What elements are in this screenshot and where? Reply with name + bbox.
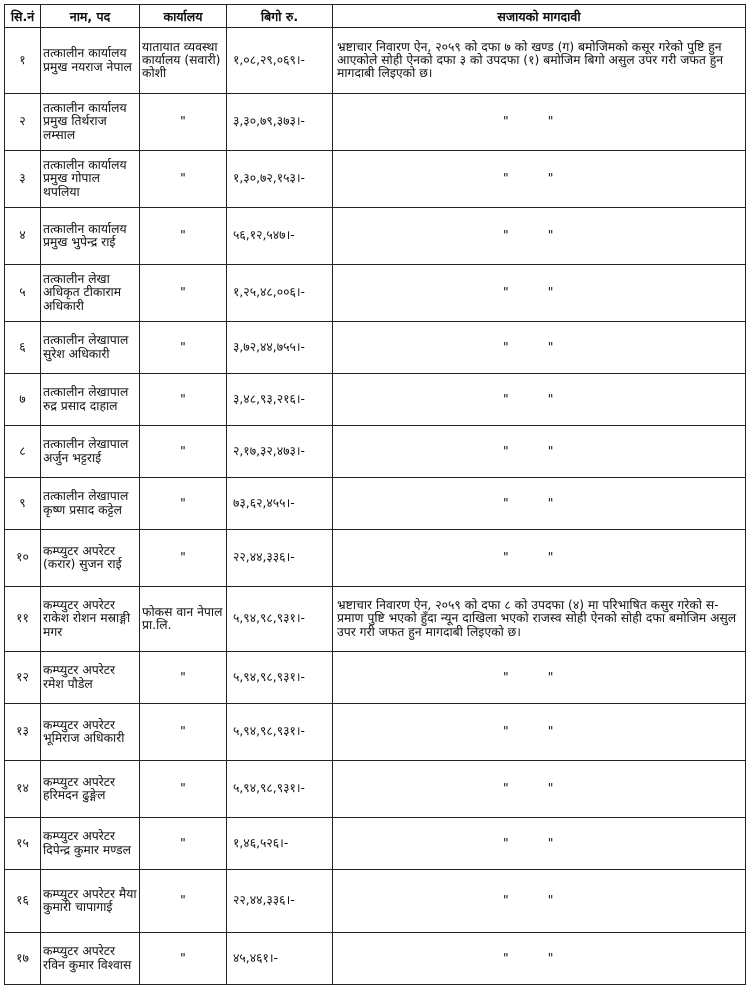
table-row [5, 652, 746, 704]
cell-claim: " " [333, 374, 746, 426]
cell-name-position: कम्प्युटर अपरेटर (करार) सुजन राई [41, 530, 140, 587]
cell-amount: ५६,१२,५४७।- [227, 208, 333, 265]
cell-name-position: कम्प्युटर अपरेटर हरिमदन ढुङ्गेल [41, 761, 140, 818]
cell-amount: २,१७,३२,४७३।- [227, 426, 333, 478]
cell-name-position: कम्प्युटर अपरेटर रविन कुमार विश्वास [41, 933, 140, 985]
header-office: कार्यालय [140, 5, 227, 28]
table-row [5, 870, 746, 933]
table-row [5, 426, 746, 478]
table-row [5, 208, 746, 265]
cell-name-position: तत्कालीन लेखापाल कृष्ण प्रसाद कट्टेल [41, 478, 140, 530]
cell-office: फोकस वान नेपाल प्रा.लि. [140, 587, 227, 652]
cell-amount: ३,३०,७९,३७३।- [227, 94, 333, 151]
cell-serial-number: १६ [5, 870, 41, 933]
cell-office: " [140, 265, 227, 322]
cell-amount: १,२५,४८,००६।- [227, 265, 333, 322]
table-header-row [5, 5, 746, 28]
cell-office: " [140, 374, 227, 426]
cell-claim: भ्रष्टाचार निवारण ऐन, २०५९ को दफा ७ को खण्ड (ग) बमोजिमको कसूर गरेको पुष्टि हुन आएकोले सोही ऐनको दफा ३ को उपदफा (१) बमोजिम बिगो असुल उपर गरी जफत हुन मागदाबी लिइएको छ। [333, 28, 746, 94]
cell-serial-number: १५ [5, 818, 41, 870]
table-row [5, 322, 746, 374]
cell-amount: ३,७२,४४,७५५।- [227, 322, 333, 374]
cell-claim: " " [333, 265, 746, 322]
cell-name-position: कम्प्युटर अपरेटर राकेश रोशन मस्राङ्गी मगर [41, 587, 140, 652]
cell-serial-number: ९ [5, 478, 41, 530]
table-row [5, 818, 746, 870]
cell-claim: " " [333, 933, 746, 985]
cell-name-position: तत्कालीन लेखा अधिकृत टीकाराम अधिकारी [41, 265, 140, 322]
table-row [5, 530, 746, 587]
cell-name-position: तत्कालीन कार्यालय प्रमुख भुपेन्द्र राई [41, 208, 140, 265]
cell-name-position: कम्प्युटर अपरेटर दिपेन्द्र कुमार मण्डल [41, 818, 140, 870]
cell-claim: " " [333, 322, 746, 374]
cell-claim: " " [333, 426, 746, 478]
cell-serial-number: ८ [5, 426, 41, 478]
cell-name-position: कम्प्युटर अपरेटर मैया कुमारी चापागाई [41, 870, 140, 933]
cell-name-position: तत्कालीन लेखापाल सुरेश अधिकारी [41, 322, 140, 374]
table-row [5, 933, 746, 985]
table-row [5, 265, 746, 322]
header-amount: बिगो रु. [227, 5, 333, 28]
cell-office: " [140, 652, 227, 704]
cell-serial-number: १४ [5, 761, 41, 818]
header-sn: सि.नं [5, 5, 41, 28]
header-name: नाम, पद [41, 5, 140, 28]
cell-name-position: तत्कालीन कार्यालय प्रमुख नयराज नेपाल [41, 28, 140, 94]
cell-claim: " " [333, 478, 746, 530]
cell-serial-number: ६ [5, 322, 41, 374]
cell-serial-number: ५ [5, 265, 41, 322]
cell-claim: " " [333, 151, 746, 208]
cell-office: " [140, 761, 227, 818]
table-row [5, 587, 746, 652]
cell-name-position: तत्कालीन लेखापाल रुद्र प्रसाद दाहाल [41, 374, 140, 426]
cell-office: यातायात व्यवस्था कार्यालय (सवारी) कोशी [140, 28, 227, 94]
cell-serial-number: १३ [5, 704, 41, 761]
cell-serial-number: १२ [5, 652, 41, 704]
document-page [4, 4, 745, 985]
header-claim: सजायको मागदावी [333, 5, 746, 28]
cell-amount: २२,४४,३३६।- [227, 870, 333, 933]
cell-office: " [140, 208, 227, 265]
cell-claim: " " [333, 761, 746, 818]
cell-office: " [140, 933, 227, 985]
cell-claim: " " [333, 208, 746, 265]
cell-serial-number: १ [5, 28, 41, 94]
cell-claim: " " [333, 818, 746, 870]
cell-serial-number: १७ [5, 933, 41, 985]
table-row [5, 478, 746, 530]
cell-claim: भ्रष्टाचार निवारण ऐन, २०५९ को दफा ८ को उपदफा (४) मा परिभाषित कसुर गरेको स-प्रमाण पुष्टि भएको हुँदा न्यून दाखिला भएको राजस्व सोही ऐनको सोही दफा बमोजिम असुल उपर गरी जफत हुन मागदाबी लिइएको छ। [333, 587, 746, 652]
cell-amount: ५,९४,९८,९३१।- [227, 761, 333, 818]
cell-office: " [140, 426, 227, 478]
cell-amount: ५,९४,९८,९३१।- [227, 704, 333, 761]
table-row [5, 374, 746, 426]
cell-name-position: तत्कालीन कार्यालय प्रमुख तिर्थराज लम्साल [41, 94, 140, 151]
cell-office: " [140, 530, 227, 587]
cell-amount: १,०८,२९,०६९।- [227, 28, 333, 94]
cell-name-position: तत्कालीन लेखापाल अर्जुन भट्टराई [41, 426, 140, 478]
cell-claim: " " [333, 530, 746, 587]
claims-table [4, 4, 746, 985]
cell-amount: ३,४८,९३,२१६।- [227, 374, 333, 426]
table-row [5, 761, 746, 818]
cell-amount: ५,९४,९८,९३१।- [227, 587, 333, 652]
table-row [5, 94, 746, 151]
cell-claim: " " [333, 652, 746, 704]
cell-claim: " " [333, 870, 746, 933]
table-row [5, 151, 746, 208]
cell-office: " [140, 94, 227, 151]
cell-amount: २२,४४,३३६।- [227, 530, 333, 587]
cell-amount: १,४६,५२६।- [227, 818, 333, 870]
cell-amount: ७३,६२,४५५।- [227, 478, 333, 530]
cell-amount: ४५,४६१।- [227, 933, 333, 985]
cell-serial-number: २ [5, 94, 41, 151]
cell-serial-number: ७ [5, 374, 41, 426]
cell-name-position: कम्प्युटर अपरेटर भूमिराज अधिकारी [41, 704, 140, 761]
cell-office: " [140, 478, 227, 530]
table-row [5, 28, 746, 94]
cell-claim: " " [333, 94, 746, 151]
cell-serial-number: ४ [5, 208, 41, 265]
cell-amount: ५,९४,९८,९३१।- [227, 652, 333, 704]
cell-amount: १,३०,७२,१५३।- [227, 151, 333, 208]
cell-name-position: तत्कालीन कार्यालय प्रमुख गोपाल थपलिया [41, 151, 140, 208]
cell-office: " [140, 322, 227, 374]
cell-office: " [140, 704, 227, 761]
cell-serial-number: ११ [5, 587, 41, 652]
cell-office: " [140, 818, 227, 870]
table-row [5, 704, 746, 761]
cell-serial-number: १० [5, 530, 41, 587]
cell-name-position: कम्प्युटर अपरेटर रमेश पौडेल [41, 652, 140, 704]
cell-claim: " " [333, 704, 746, 761]
cell-serial-number: ३ [5, 151, 41, 208]
cell-office: " [140, 870, 227, 933]
cell-office: " [140, 151, 227, 208]
